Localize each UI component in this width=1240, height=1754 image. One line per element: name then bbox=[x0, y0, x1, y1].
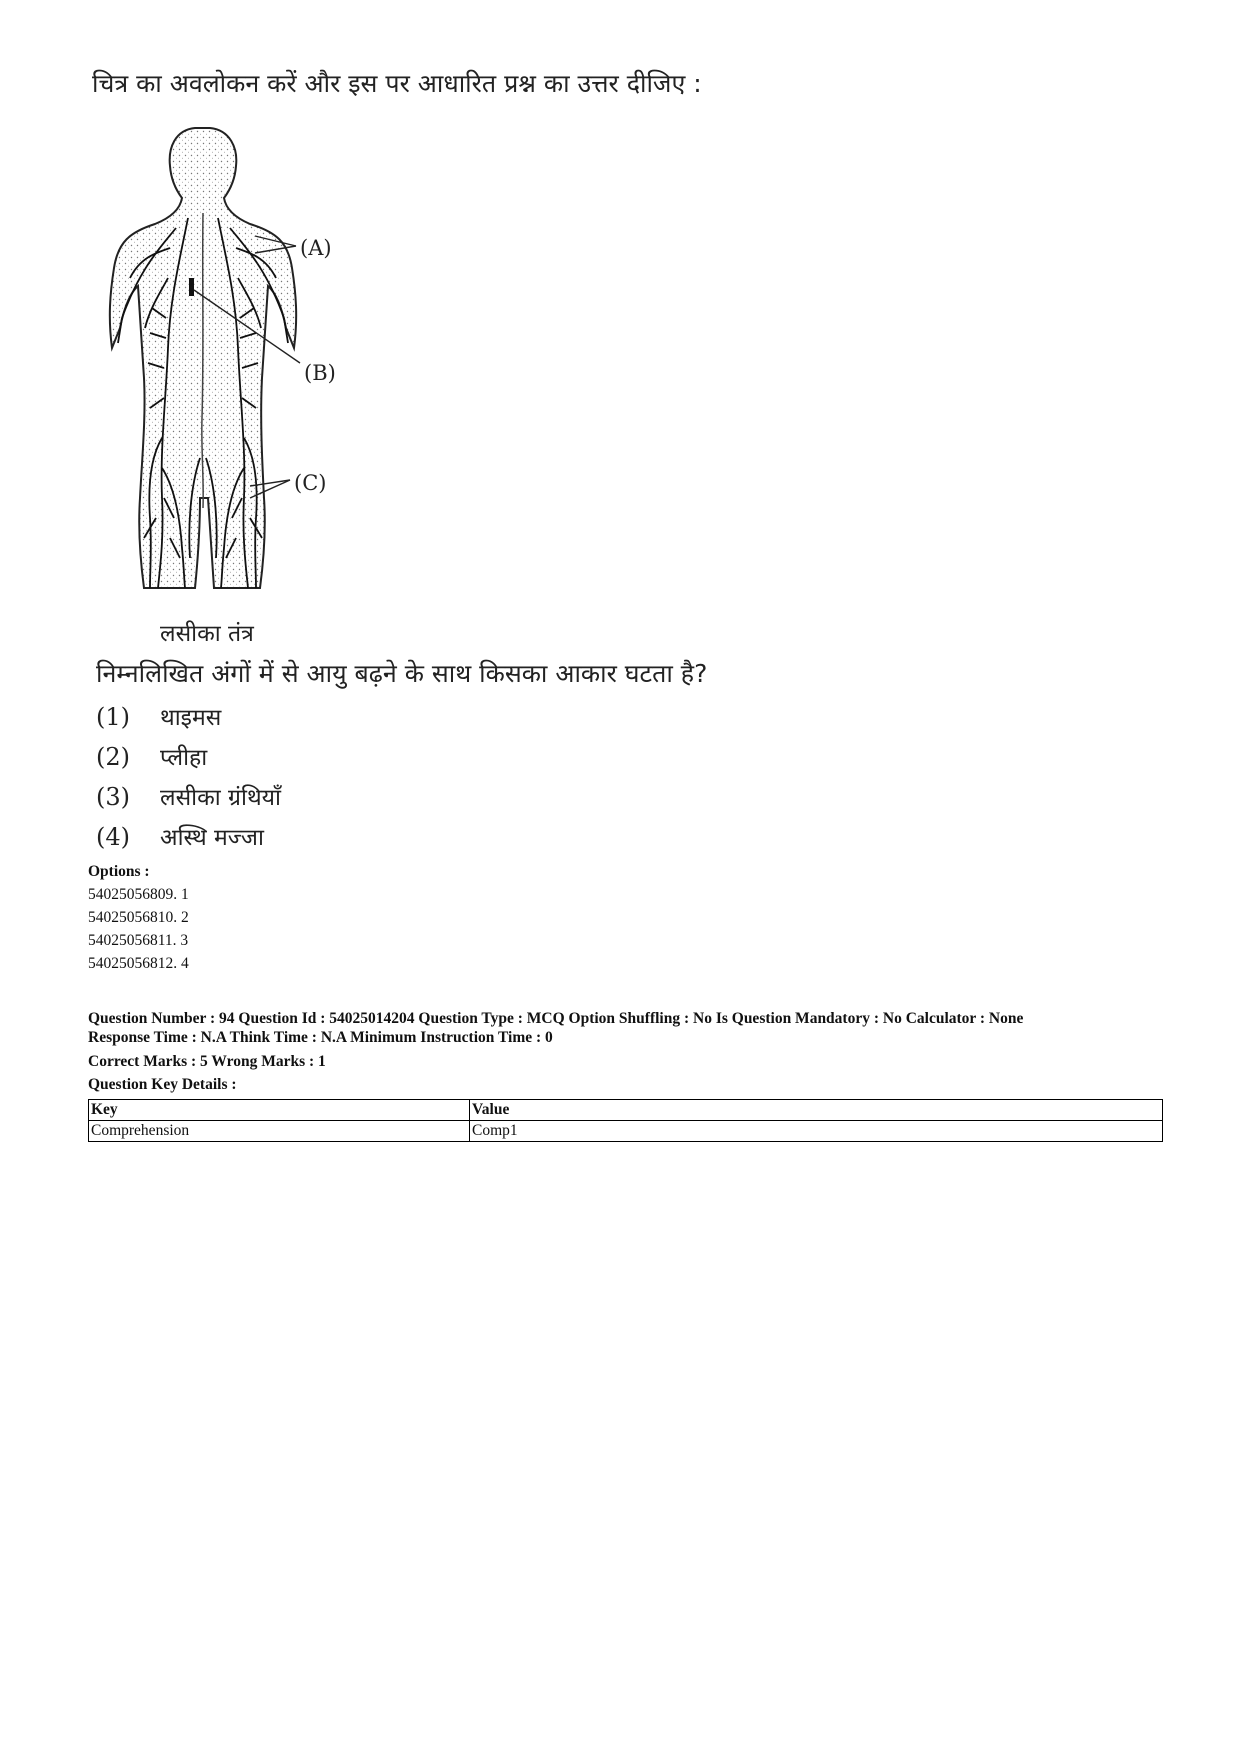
choice-1 bbox=[96, 700, 221, 732]
choice-number: (2) bbox=[96, 743, 130, 771]
table-header-value: Value bbox=[470, 1100, 1163, 1121]
key-details-heading: Question Key Details : bbox=[88, 1076, 237, 1093]
option-id-3: 54025056811. 3 bbox=[88, 932, 189, 949]
choice-label: प्लीहा bbox=[160, 745, 208, 771]
choice-number: (4) bbox=[96, 823, 130, 851]
question-meta-line2: Response Time : N.A Think Time : N.A Minimum Instruction Time : 0 bbox=[88, 1029, 553, 1046]
organ-b-mark bbox=[189, 278, 194, 296]
instruction-text: चित्र का अवलोकन करें और इस पर आधारित प्रश्न का उत्तर दीजिए : bbox=[92, 69, 702, 98]
question-meta-line1: Question Number : 94 Question Id : 54025014204 Question Type : MCQ Option Shuffling : No Is Question Mandatory : No Calculator : None bbox=[88, 1010, 1024, 1027]
choice-label: थाइमस bbox=[160, 705, 222, 731]
choice-2 bbox=[96, 740, 207, 772]
choice-number: (1) bbox=[96, 703, 130, 731]
question-key-table bbox=[88, 1099, 1163, 1142]
option-id-1: 54025056809. 1 bbox=[88, 886, 189, 903]
label-c: (C) bbox=[294, 471, 327, 495]
label-a: (A) bbox=[300, 236, 332, 260]
lymphatic-system-figure bbox=[100, 118, 400, 598]
options-header: Options : bbox=[88, 863, 150, 880]
option-id-4: 54025056812. 4 bbox=[88, 955, 189, 972]
choice-number: (3) bbox=[96, 783, 130, 811]
choice-3 bbox=[96, 780, 281, 812]
table-cell-key: Comprehension bbox=[89, 1121, 470, 1142]
table-cell-value: Comp1 bbox=[470, 1121, 1163, 1142]
figure-caption: लसीका तंत्र bbox=[160, 621, 254, 647]
marks-line: Correct Marks : 5 Wrong Marks : 1 bbox=[88, 1053, 326, 1070]
table-row bbox=[89, 1121, 1163, 1142]
choice-label: अस्थि मज्जा bbox=[160, 825, 264, 851]
choice-4 bbox=[96, 820, 264, 852]
label-b: (B) bbox=[304, 361, 336, 385]
choice-label: लसीका ग्रंथियाँ bbox=[160, 785, 281, 811]
question-text: निम्नलिखित अंगों में से आयु बढ़ने के साथ किसका आकार घटता है? bbox=[96, 659, 708, 688]
table-header-key: Key bbox=[89, 1100, 470, 1121]
table-header-row bbox=[89, 1100, 1163, 1121]
option-id-2: 54025056810. 2 bbox=[88, 909, 189, 926]
